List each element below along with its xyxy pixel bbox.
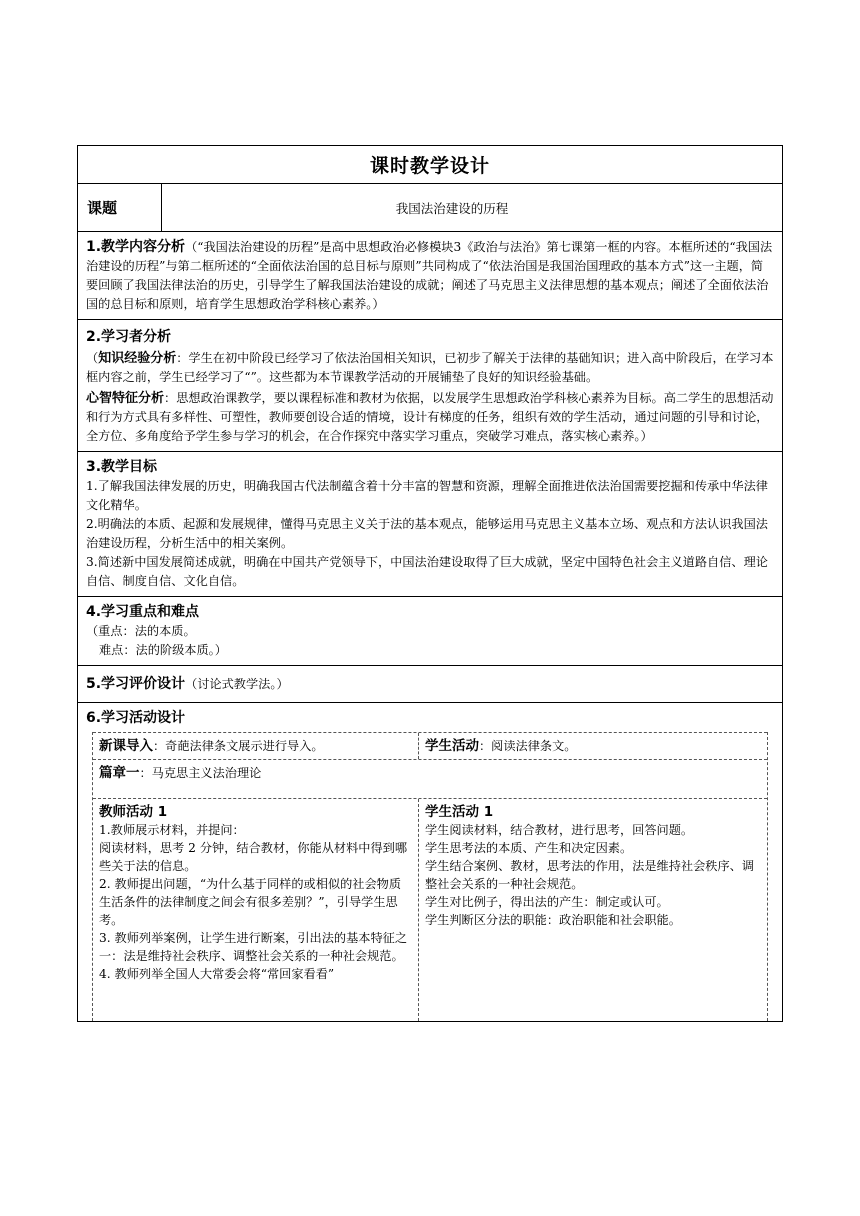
content-analysis-heading: 1.教学内容分析 [86,239,186,255]
intro-text: ：奇葩法律条文展示进行导入。 [153,739,324,753]
topic-label: 课题 [78,184,162,231]
lesson-design-table [77,145,783,1022]
student-activity-item: 学生阅读材料，结合教材，进行思考，回答问题。 [425,823,694,837]
student-activity-item: 学生对比例子，得出法的产生：制定或认可。 [425,895,669,909]
key-points-heading: 4.学习重点和难点 [86,604,200,620]
page-title: 课时教学设计 [369,155,490,177]
student-activity-item: 学生结合案例、教材，思考法的作用，法是维持社会秩序、调整社会关系的一种社会规范。 [425,859,755,891]
student-activity-heading: 学生活动 1 [425,804,494,820]
mind-text: ：思想政治课教学，要以课程标准和教材为依据，以发展学生思想政治学科核心素养为目标。高二学生的思想活动和行为方式具有多样性、可塑性，教师要创设合适的情境，设计有梯度的任务，组织有效的学生活动，通过问题的引导和讨论，全方位、多角度给予学生参与学习的机会，在合作探究中落实学习重点，突破学习难点，落实核心素养。） [86,391,774,443]
goal-item: 1.了解我国法律发展的历史，明确我国古代法制蕴含着十分丰富的智慧和资源，理解全面推进依法治国需要挖掘和传承中华法律文化精华。 [86,479,768,512]
evaluation-text: （讨论式教学法。） [185,677,289,691]
chapter-row [93,759,767,798]
chapter-cell [93,760,767,798]
student-intro-cell [419,733,767,759]
difficult-point: 难点：法的阶级本质。） [99,643,227,657]
knowledge-label: 知识经验分析 [98,351,177,366]
learner-analysis-section [77,319,783,451]
intro-label: 新课导入 [99,738,153,754]
content-analysis-text: （“我国法治建设的历程”是高中思想政治必修模块3《政治与法治》第七课第一框的内容。本框所述的“我国法治建设的历程”与第二框所述的“全面依法治国的总目标与原则”共同构成了“依法治国是我国治国理政的基本方式”这一主题，简要回顾了我国法律法治的历史，引导学生了解我国法治建设的成就；阐述了马克思主义法律思想的基本观点；阐述了全面依法治国的总目标和原则，培育学生思想政治学科核心素养。） [86,240,773,311]
teacher-activity-heading: 教师活动 1 [99,804,168,820]
goals-section [77,451,783,596]
intro-cell [93,733,419,759]
student-activity-cell [419,799,767,1021]
mind-label: 心智特征分析 [86,391,165,406]
topic-row [77,183,783,231]
evaluation-heading: 5.学习评价设计 [86,676,186,692]
intro-row [93,732,767,759]
activity-table [92,732,768,1021]
teacher-activity-item: 2. 教师提出问题，“为什么基于同样的或相似的社会物质生活条件的法律制度之间会有很多差别？”，引导学生思考。 [99,877,402,927]
teacher-activity-item: 阅读材料，思考 2 分钟，结合教材，你能从材料中得到哪些关于法的信息。 [99,841,408,873]
teacher-activity-item: 4. 教师列举全国人大常委会将“常回家看看” [99,967,335,981]
knowledge-prefix: （ [86,351,99,365]
title-row [77,145,783,183]
chapter-text: ：马克思主义法治理论 [139,766,262,780]
key-points-section [77,596,783,665]
key-point: （重点：法的本质。 [86,624,196,638]
activity-row [93,798,767,1021]
student-activity-item: 学生思考法的本质、产生和决定因素。 [425,841,633,855]
student-intro-label: 学生活动 [425,738,479,754]
student-intro-text: ：阅读法律条文。 [479,739,577,753]
activities-section [77,702,783,1022]
goals-heading: 3.教学目标 [86,459,158,475]
activities-heading: 6.学习活动设计 [86,710,186,726]
teacher-activity-item: 3. 教师列举案例，让学生进行断案，引出法的基本特征之一：法是维持社会秩序、调整社会关系的一种社会规范。 [99,931,408,963]
learner-analysis-heading: 2.学习者分析 [86,329,172,345]
goal-item: 3.简述新中国发展简述成就，明确在中国共产党领导下，中国法治建设取得了巨大成就，坚定中国特色社会主义道路自信、理论自信、制度自信、文化自信。 [86,555,768,588]
teacher-activity-item: 1.教师展示材料，并提问： [99,823,245,837]
evaluation-section [77,665,783,702]
chapter-label: 篇章一 [99,765,140,781]
student-activity-item: 学生判断区分法的职能：政治职能和社会职能。 [425,913,681,927]
content-analysis-section [77,231,783,319]
topic-value: 我国法治建设的历程 [395,200,509,216]
goal-item: 2.明确法的本质、起源和发展规律，懂得马克思主义关于法的基本观点，能够运用马克思主义基本立场、观点和方法认识我国法治建设历程，分析生活中的相关案例。 [86,517,768,550]
teacher-activity-cell [93,799,419,1021]
knowledge-text: ：学生在初中阶段已经学习了依法治国相关知识，已初步了解关于法律的基础知识；进入高中阶段后，在学习本框内容之前，学生已经学习了“”。这些都为本节课教学活动的开展铺垫了良好的知识经验基础。 [86,351,774,384]
